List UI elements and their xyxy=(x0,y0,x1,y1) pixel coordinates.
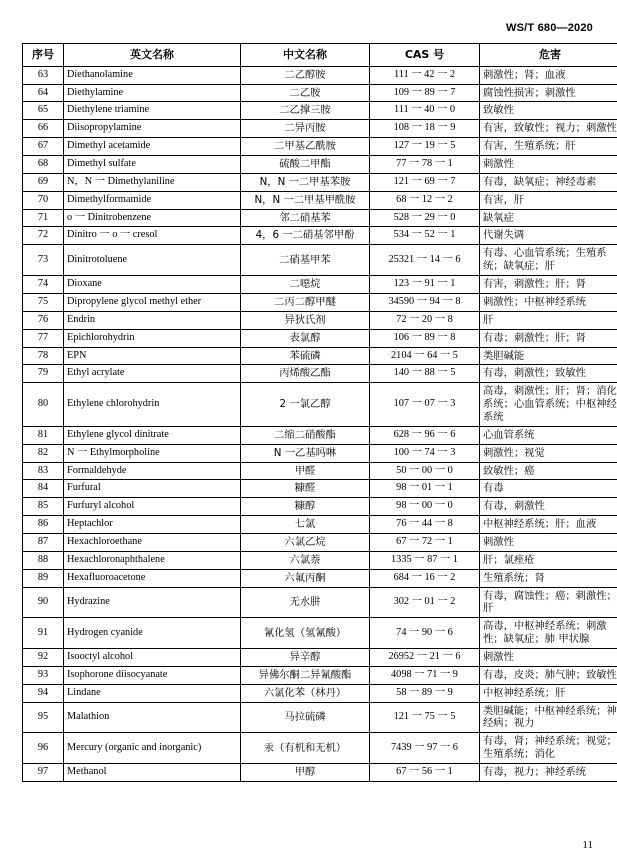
column-header-chinese-name: 中文名称 xyxy=(241,44,370,67)
cell-no: 75 xyxy=(23,293,64,311)
cell-english: Diisopropylamine xyxy=(64,120,241,138)
cell-no: 70 xyxy=(23,191,64,209)
cell-english: Lindane xyxy=(64,684,241,702)
page-number: 11 xyxy=(582,839,593,851)
cell-english: Diethylene triamine xyxy=(64,102,241,120)
cell-hazard: 有毒，缺氧症；神经毒素 xyxy=(480,173,617,191)
cell-hazard: 有毒，肾；神经系统；视觉；生殖系统；消化 xyxy=(480,733,617,764)
table-row xyxy=(23,347,617,365)
table-row xyxy=(23,684,617,702)
table-row xyxy=(23,102,617,120)
cell-chinese: 苯硫磷 xyxy=(241,347,370,365)
cell-chinese: 二噁烷 xyxy=(241,276,370,294)
cell-hazard: 肝 xyxy=(480,311,617,329)
table-row xyxy=(23,551,617,569)
cell-english: Dinitrotoluene xyxy=(64,245,241,276)
cell-chinese: 二缩二硝酸酯 xyxy=(241,426,370,444)
cell-english: Mercury (organic and inorganic) xyxy=(64,733,241,764)
table-row xyxy=(23,311,617,329)
cell-hazard: 有毒，腐蚀性；癌；刺激性；肝 xyxy=(480,587,617,618)
cell-chinese: 2 一氯乙醇 xyxy=(241,383,370,427)
cell-english: Methanol xyxy=(64,763,241,781)
table-row xyxy=(23,329,617,347)
cell-cas: 2104 一 64 一 5 xyxy=(370,347,480,365)
table-header-row xyxy=(23,44,617,67)
cell-hazard: 高毒，中枢神经系统；刺激性；缺氧症；肺 甲状腺 xyxy=(480,618,617,649)
column-header-english-name: 英文名称 xyxy=(64,44,241,67)
cell-no: 65 xyxy=(23,102,64,120)
cell-chinese: 甲醛 xyxy=(241,462,370,480)
cell-chinese: 二硝基甲苯 xyxy=(241,245,370,276)
cell-cas: 7439 一 97 一 6 xyxy=(370,733,480,764)
table-row xyxy=(23,383,617,427)
cell-english: Isophorone diisocyanate xyxy=(64,666,241,684)
cell-no: 93 xyxy=(23,666,64,684)
cell-hazard: 有毒，皮炎；肺气肿；致敏性 xyxy=(480,666,617,684)
cell-no: 90 xyxy=(23,587,64,618)
table-row xyxy=(23,763,617,781)
cell-no: 82 xyxy=(23,444,64,462)
cell-english: Hydrogen cyanide xyxy=(64,618,241,649)
table-row xyxy=(23,245,617,276)
cell-no: 95 xyxy=(23,702,64,733)
cell-cas: 67 一 56 一 1 xyxy=(370,763,480,781)
cell-cas: 109 一 89 一 7 xyxy=(370,84,480,102)
cell-hazard: 刺激性；视觉 xyxy=(480,444,617,462)
cell-no: 76 xyxy=(23,311,64,329)
cell-cas: 74 一 90 一 6 xyxy=(370,618,480,649)
cell-cas: 98 一 01 一 1 xyxy=(370,480,480,498)
cell-cas: 127 一 19 一 5 xyxy=(370,138,480,156)
cell-no: 79 xyxy=(23,365,64,383)
cell-english: Endrin xyxy=(64,311,241,329)
cell-chinese: 马拉硫磷 xyxy=(241,702,370,733)
cell-english: Dimethyl sulfate xyxy=(64,156,241,174)
cell-no: 73 xyxy=(23,245,64,276)
cell-hazard: 有害，肝 xyxy=(480,191,617,209)
cell-hazard: 类胆碱能；中枢神经系统；神经病；视力 xyxy=(480,702,617,733)
cell-english: Dimethyl acetamide xyxy=(64,138,241,156)
column-header-cas: CAS 号 xyxy=(370,44,480,67)
standard-code: WS/T 680—2020 xyxy=(506,22,593,34)
cell-no: 97 xyxy=(23,763,64,781)
cell-cas: 106 一 89 一 8 xyxy=(370,329,480,347)
cell-english: Diethylamine xyxy=(64,84,241,102)
cell-chinese: 二乙胺 xyxy=(241,84,370,102)
cell-english: EPN xyxy=(64,347,241,365)
table-row xyxy=(23,648,617,666)
cell-chinese: 二乙撑三胺 xyxy=(241,102,370,120)
cell-hazard: 中枢神经系统；肝 xyxy=(480,684,617,702)
cell-cas: 684 一 16 一 2 xyxy=(370,569,480,587)
cell-hazard: 有毒，刺激性 xyxy=(480,498,617,516)
table-row xyxy=(23,209,617,227)
table-row xyxy=(23,293,617,311)
cell-cas: 34590 一 94 一 8 xyxy=(370,293,480,311)
table-row xyxy=(23,426,617,444)
cell-chinese: 邻二硝基苯 xyxy=(241,209,370,227)
cell-chinese: 七氯 xyxy=(241,516,370,534)
cell-hazard: 有毒；刺激性；肝；肾 xyxy=(480,329,617,347)
cell-chinese: 六氯化苯（林丹） xyxy=(241,684,370,702)
cell-no: 86 xyxy=(23,516,64,534)
table-row xyxy=(23,666,617,684)
cell-cas: 121 一 69 一 7 xyxy=(370,173,480,191)
cell-chinese: 异辛醇 xyxy=(241,648,370,666)
cell-chinese: N，N 一二甲基甲酰胺 xyxy=(241,191,370,209)
cell-cas: 111 一 40 一 0 xyxy=(370,102,480,120)
cell-hazard: 致敏性；癌 xyxy=(480,462,617,480)
cell-no: 68 xyxy=(23,156,64,174)
table-row xyxy=(23,516,617,534)
cell-no: 64 xyxy=(23,84,64,102)
cell-english: Hexachloroethane xyxy=(64,533,241,551)
cell-english: Dinitro 一 o 一 cresol xyxy=(64,227,241,245)
cell-chinese: 二乙醇胺 xyxy=(241,66,370,84)
cell-chinese: 表氯醇 xyxy=(241,329,370,347)
cell-cas: 121 一 75 一 5 xyxy=(370,702,480,733)
cell-english: Isooctyl alcohol xyxy=(64,648,241,666)
cell-english: Furfural xyxy=(64,480,241,498)
cell-english: Diethanolamine xyxy=(64,66,241,84)
table-row xyxy=(23,569,617,587)
cell-cas: 98 一 00 一 0 xyxy=(370,498,480,516)
cell-chinese: 硫酸二甲酯 xyxy=(241,156,370,174)
table-row xyxy=(23,156,617,174)
cell-no: 85 xyxy=(23,498,64,516)
cell-cas: 4098 一 71 一 9 xyxy=(370,666,480,684)
table-row xyxy=(23,444,617,462)
table-row xyxy=(23,138,617,156)
cell-no: 63 xyxy=(23,66,64,84)
table-row xyxy=(23,276,617,294)
cell-cas: 302 一 01 一 2 xyxy=(370,587,480,618)
table-header xyxy=(23,44,617,67)
table-row xyxy=(23,120,617,138)
cell-english: Ethyl acrylate xyxy=(64,365,241,383)
cell-chinese: 六氯萘 xyxy=(241,551,370,569)
cell-hazard: 缺氧症 xyxy=(480,209,617,227)
cell-hazard: 有毒，刺激性；致敏性 xyxy=(480,365,617,383)
table-row xyxy=(23,66,617,84)
cell-no: 88 xyxy=(23,551,64,569)
cell-english: Hydrazine xyxy=(64,587,241,618)
cell-cas: 123 一 91 一 1 xyxy=(370,276,480,294)
cell-cas: 76 一 44 一 8 xyxy=(370,516,480,534)
table-body xyxy=(23,66,617,781)
cell-cas: 107 一 07 一 3 xyxy=(370,383,480,427)
cell-english: N 一 Ethylmorpholine xyxy=(64,444,241,462)
cell-chinese: 甲醇 xyxy=(241,763,370,781)
cell-chinese: 异佛尔酮二异氰酸酯 xyxy=(241,666,370,684)
cell-no: 92 xyxy=(23,648,64,666)
cell-chinese: 汞（有机和无机） xyxy=(241,733,370,764)
cell-hazard: 有害，刺激性；肝；肾 xyxy=(480,276,617,294)
cell-chinese: 丙烯酸乙酯 xyxy=(241,365,370,383)
cell-cas: 111 一 42 一 2 xyxy=(370,66,480,84)
cell-no: 84 xyxy=(23,480,64,498)
cell-cas: 58 一 89 一 9 xyxy=(370,684,480,702)
cell-english: o 一 Dinitrobenzene xyxy=(64,209,241,227)
cell-chinese: N，N 一二甲基苯胺 xyxy=(241,173,370,191)
cell-no: 74 xyxy=(23,276,64,294)
cell-hazard: 刺激性；肾；血液 xyxy=(480,66,617,84)
cell-hazard: 刺激性 xyxy=(480,156,617,174)
cell-no: 77 xyxy=(23,329,64,347)
cell-no: 83 xyxy=(23,462,64,480)
cell-hazard: 代谢失调 xyxy=(480,227,617,245)
cell-chinese: 六氟丙酮 xyxy=(241,569,370,587)
cell-english: Ethylene chlorohydrin xyxy=(64,383,241,427)
cell-no: 80 xyxy=(23,383,64,427)
hazard-substance-table xyxy=(22,43,617,782)
cell-cas: 50 一 00 一 0 xyxy=(370,462,480,480)
cell-hazard: 中枢神经系统；肝；血液 xyxy=(480,516,617,534)
cell-no: 94 xyxy=(23,684,64,702)
cell-cas: 1335 一 87 一 1 xyxy=(370,551,480,569)
cell-hazard: 有毒 xyxy=(480,480,617,498)
cell-hazard: 有害，生殖系统；肝 xyxy=(480,138,617,156)
cell-no: 78 xyxy=(23,347,64,365)
table-row xyxy=(23,462,617,480)
cell-cas: 25321 一 14 一 6 xyxy=(370,245,480,276)
cell-no: 69 xyxy=(23,173,64,191)
cell-english: N，N 一 Dimethylaniline xyxy=(64,173,241,191)
cell-chinese: 糠醛 xyxy=(241,480,370,498)
cell-cas: 528 一 29 一 0 xyxy=(370,209,480,227)
cell-no: 81 xyxy=(23,426,64,444)
table-row xyxy=(23,733,617,764)
column-header-hazard: 危害 xyxy=(480,44,617,67)
cell-no: 87 xyxy=(23,533,64,551)
cell-cas: 67 一 72 一 1 xyxy=(370,533,480,551)
cell-chinese: 六氯乙烷 xyxy=(241,533,370,551)
cell-english: Malathion xyxy=(64,702,241,733)
cell-cas: 534 一 52 一 1 xyxy=(370,227,480,245)
cell-no: 71 xyxy=(23,209,64,227)
cell-no: 66 xyxy=(23,120,64,138)
cell-no: 89 xyxy=(23,569,64,587)
cell-cas: 26952 一 21 一 6 xyxy=(370,648,480,666)
cell-hazard: 腐蚀性损害；刺激性 xyxy=(480,84,617,102)
cell-chinese: N 一乙基吗啉 xyxy=(241,444,370,462)
cell-no: 96 xyxy=(23,733,64,764)
cell-cas: 77 一 78 一 1 xyxy=(370,156,480,174)
cell-chinese: 糠醇 xyxy=(241,498,370,516)
cell-hazard: 高毒，刺激性；肝；肾；消化系统；心血管系统；中枢神经系统 xyxy=(480,383,617,427)
cell-hazard: 有毒、心血管系统；生殖系统；缺氧症；肝 xyxy=(480,245,617,276)
cell-chinese: 二丙二醇甲醚 xyxy=(241,293,370,311)
cell-no: 72 xyxy=(23,227,64,245)
cell-cas: 108 一 18 一 9 xyxy=(370,120,480,138)
cell-english: Formaldehyde xyxy=(64,462,241,480)
table-row xyxy=(23,191,617,209)
table-row xyxy=(23,618,617,649)
cell-chinese: 二异丙胺 xyxy=(241,120,370,138)
table-row xyxy=(23,498,617,516)
cell-chinese: 异狄氏剂 xyxy=(241,311,370,329)
cell-chinese: 二甲基乙酰胺 xyxy=(241,138,370,156)
cell-hazard: 致敏性 xyxy=(480,102,617,120)
cell-hazard: 生殖系统；肾 xyxy=(480,569,617,587)
cell-hazard: 肝；氯痤疮 xyxy=(480,551,617,569)
table-row xyxy=(23,227,617,245)
cell-chinese: 无水肼 xyxy=(241,587,370,618)
cell-cas: 100 一 74 一 3 xyxy=(370,444,480,462)
cell-english: Dioxane xyxy=(64,276,241,294)
page-header xyxy=(22,22,595,34)
cell-hazard: 心血管系统 xyxy=(480,426,617,444)
cell-english: Heptachlor xyxy=(64,516,241,534)
cell-no: 91 xyxy=(23,618,64,649)
cell-english: Hexafluoroacetone xyxy=(64,569,241,587)
table-row xyxy=(23,702,617,733)
cell-no: 67 xyxy=(23,138,64,156)
cell-cas: 72 一 20 一 8 xyxy=(370,311,480,329)
table-row xyxy=(23,533,617,551)
cell-hazard: 刺激性 xyxy=(480,648,617,666)
table-row xyxy=(23,587,617,618)
column-header-no: 序号 xyxy=(23,44,64,67)
cell-hazard: 类胆碱能 xyxy=(480,347,617,365)
cell-hazard: 有害，致敏性；视力；刺激性 xyxy=(480,120,617,138)
cell-english: Ethylene glycol dinitrate xyxy=(64,426,241,444)
table-row xyxy=(23,84,617,102)
cell-cas: 68 一 12 一 2 xyxy=(370,191,480,209)
cell-english: Dimethylformamide xyxy=(64,191,241,209)
cell-chinese: 氰化氢（氢氰酸） xyxy=(241,618,370,649)
cell-english: Furfuryl alcohol xyxy=(64,498,241,516)
table-row xyxy=(23,173,617,191)
cell-chinese: 4，6 一二硝基邻甲酚 xyxy=(241,227,370,245)
cell-english: Hexachloronaphthalene xyxy=(64,551,241,569)
cell-cas: 140 一 88 一 5 xyxy=(370,365,480,383)
cell-hazard: 有毒，视力；神经系统 xyxy=(480,763,617,781)
cell-cas: 628 一 96 一 6 xyxy=(370,426,480,444)
table-row xyxy=(23,365,617,383)
cell-hazard: 刺激性 xyxy=(480,533,617,551)
cell-hazard: 刺激性；中枢神经系统 xyxy=(480,293,617,311)
cell-english: Epichlorohydrin xyxy=(64,329,241,347)
table-row xyxy=(23,480,617,498)
cell-english: Dipropylene glycol methyl ether xyxy=(64,293,241,311)
